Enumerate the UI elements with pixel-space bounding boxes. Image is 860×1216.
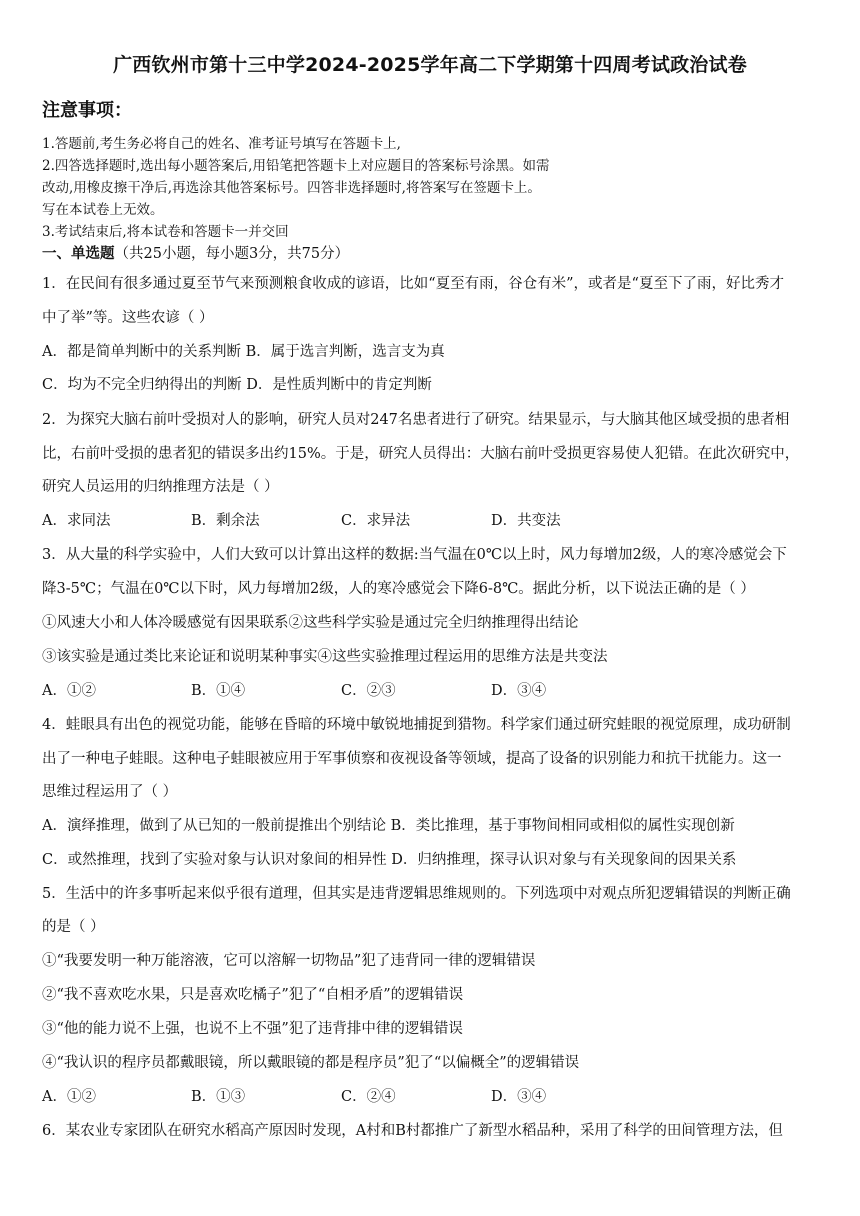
- question-5-statements: ②“我不喜欢吃水果，只是喜欢吃橘子”犯了“自相矛盾”的逻辑错误: [42, 987, 464, 1003]
- option-d: D．③④: [491, 1089, 547, 1105]
- option-a: A．求同法: [42, 513, 111, 529]
- question-1-stem: 中了举”等。这些农谚（ ）: [42, 310, 214, 326]
- question-5-statements: ④“我认识的程序员都戴眼镜，所以戴眼镜的都是程序员”犯了“以偏概全”的逻辑错误: [42, 1055, 580, 1071]
- option-c: C．②④: [341, 1089, 396, 1105]
- question-3-stem: 3．从大量的科学实验中，人们大致可以计算出这样的数据:当气温在0℃以上时，风力每增加2级，人的寒冷感觉会下: [42, 547, 787, 563]
- question-1-option-row: C．均为不完全归纳得出的判断 D．是性质判断中的肯定判断: [42, 377, 432, 393]
- notice-line: 1.答题前,考生务必将自己的姓名、准考证号填写在答题卡上,: [42, 136, 401, 152]
- question-3-statements: ③该实验是通过类比来论证和说明某种事实④这些实验推理过程运用的思维方法是共变法: [42, 649, 608, 665]
- section-info: （共25小题，每小题3分，共75分）: [114, 246, 350, 262]
- question-5-stem: 的是（ ）: [42, 919, 105, 935]
- question-5-statements: ①“我要发明一种万能溶液，它可以溶解一切物品”犯了违背同一律的逻辑错误: [42, 953, 536, 969]
- option-c: C．求异法: [341, 513, 411, 529]
- notice-line: 写在本试卷上无效。: [42, 202, 164, 218]
- question-5-statements: ③“他的能力说不上强，也说不上不强”犯了违背排中律的逻辑错误: [42, 1021, 463, 1037]
- question-2-stem: 研究人员运用的归纳推理方法是（ ）: [42, 479, 279, 495]
- option-c: C．②③: [341, 683, 396, 699]
- option-d: D．③④: [491, 683, 547, 699]
- question-2-stem: 比，右前叶受损的患者犯的错误多出约15%。于是，研究人员得出：大脑右前叶受损更容易使人犯错。在此次研究中，: [42, 446, 800, 462]
- page-title: 广西钦州市第十三中学2024-2025学年高二下学期第十四周考试政治试卷: [113, 54, 747, 76]
- option-a: A．①②: [42, 1089, 96, 1105]
- notice-heading: 注意事项：: [42, 100, 132, 121]
- question-4-stem: 出了一种电子蛙眼。这种电子蛙眼被应用于军事侦察和夜视设备等领域，提高了设备的识别能力和抗干扰能力。这一: [42, 751, 782, 767]
- section-label: 一、单选题: [42, 245, 115, 262]
- notice-line: 改动,用橡皮擦干净后,再选涂其他答案标号。四答非选择题时,将答案写在签题卡上。: [42, 180, 541, 196]
- notice-line: 3.考试结束后,将本试卷和答题卡一并交回: [42, 224, 289, 240]
- question-4-stem: 4．蛙眼具有出色的视觉功能，能够在昏暗的环境中敏锐地捕捉到猎物。科学家们通过研究蛙眼的视觉原理，成功研制: [42, 717, 791, 733]
- question-6-stem: 6．某农业专家团队在研究水稻高产原因时发现，A村和B村都推广了新型水稻品种，采用了科学的田间管理方法，但: [42, 1123, 783, 1139]
- question-4-option-row: A．演绎推理，做到了从已知的一般前提推出个别结论 B．类比推理，基于事物间相同或相似的属性实现创新: [42, 818, 735, 834]
- option-b: B．①③: [191, 1089, 246, 1105]
- question-1-option-row: A．都是简单判断中的关系判断 B．属于选言判断，选言支为真: [42, 344, 445, 360]
- question-2-stem: 2．为探究大脑右前叶受损对人的影响，研究人员对247名患者进行了研究。结果显示，与大脑其他区域受损的患者相: [42, 412, 790, 428]
- option-a: A．①②: [42, 683, 96, 699]
- question-4-option-row: C．或然推理，找到了实验对象与认识对象间的相异性 D．归纳推理，探寻认识对象与有关现象间的因果关系: [42, 852, 737, 868]
- notice-line: 2.四答选择题时,选出每小题答案后,用铅笔把答题卡上对应题目的答案标号涂黑。如需: [42, 158, 550, 174]
- option-b: B．①④: [191, 683, 246, 699]
- question-4-stem: 思维过程运用了（ ）: [42, 784, 178, 800]
- section-heading: [42, 244, 349, 264]
- question-1-stem: 1．在民间有很多通过夏至节气来预测粮食收成的谚语，比如“夏至有雨，谷仓有米”，或者是“夏至下了雨，好比秀才: [42, 276, 784, 292]
- option-b: B．剩余法: [191, 513, 260, 529]
- question-3-stem: 降3-5℃；气温在0℃以下时，风力每增加2级，人的寒冷感觉会下降6-8℃。据此分析，以下说法正确的是（ ）: [42, 581, 755, 597]
- option-d: D．共变法: [491, 513, 561, 529]
- question-3-statements: ①风速大小和人体冷暖感觉有因果联系②这些科学实验是通过完全归纳推理得出结论: [42, 615, 579, 631]
- question-5-stem: 5．生活中的许多事听起来似乎很有道理，但其实是违背逻辑思维规则的。下列选项中对观点所犯逻辑错误的判断正确: [42, 886, 791, 902]
